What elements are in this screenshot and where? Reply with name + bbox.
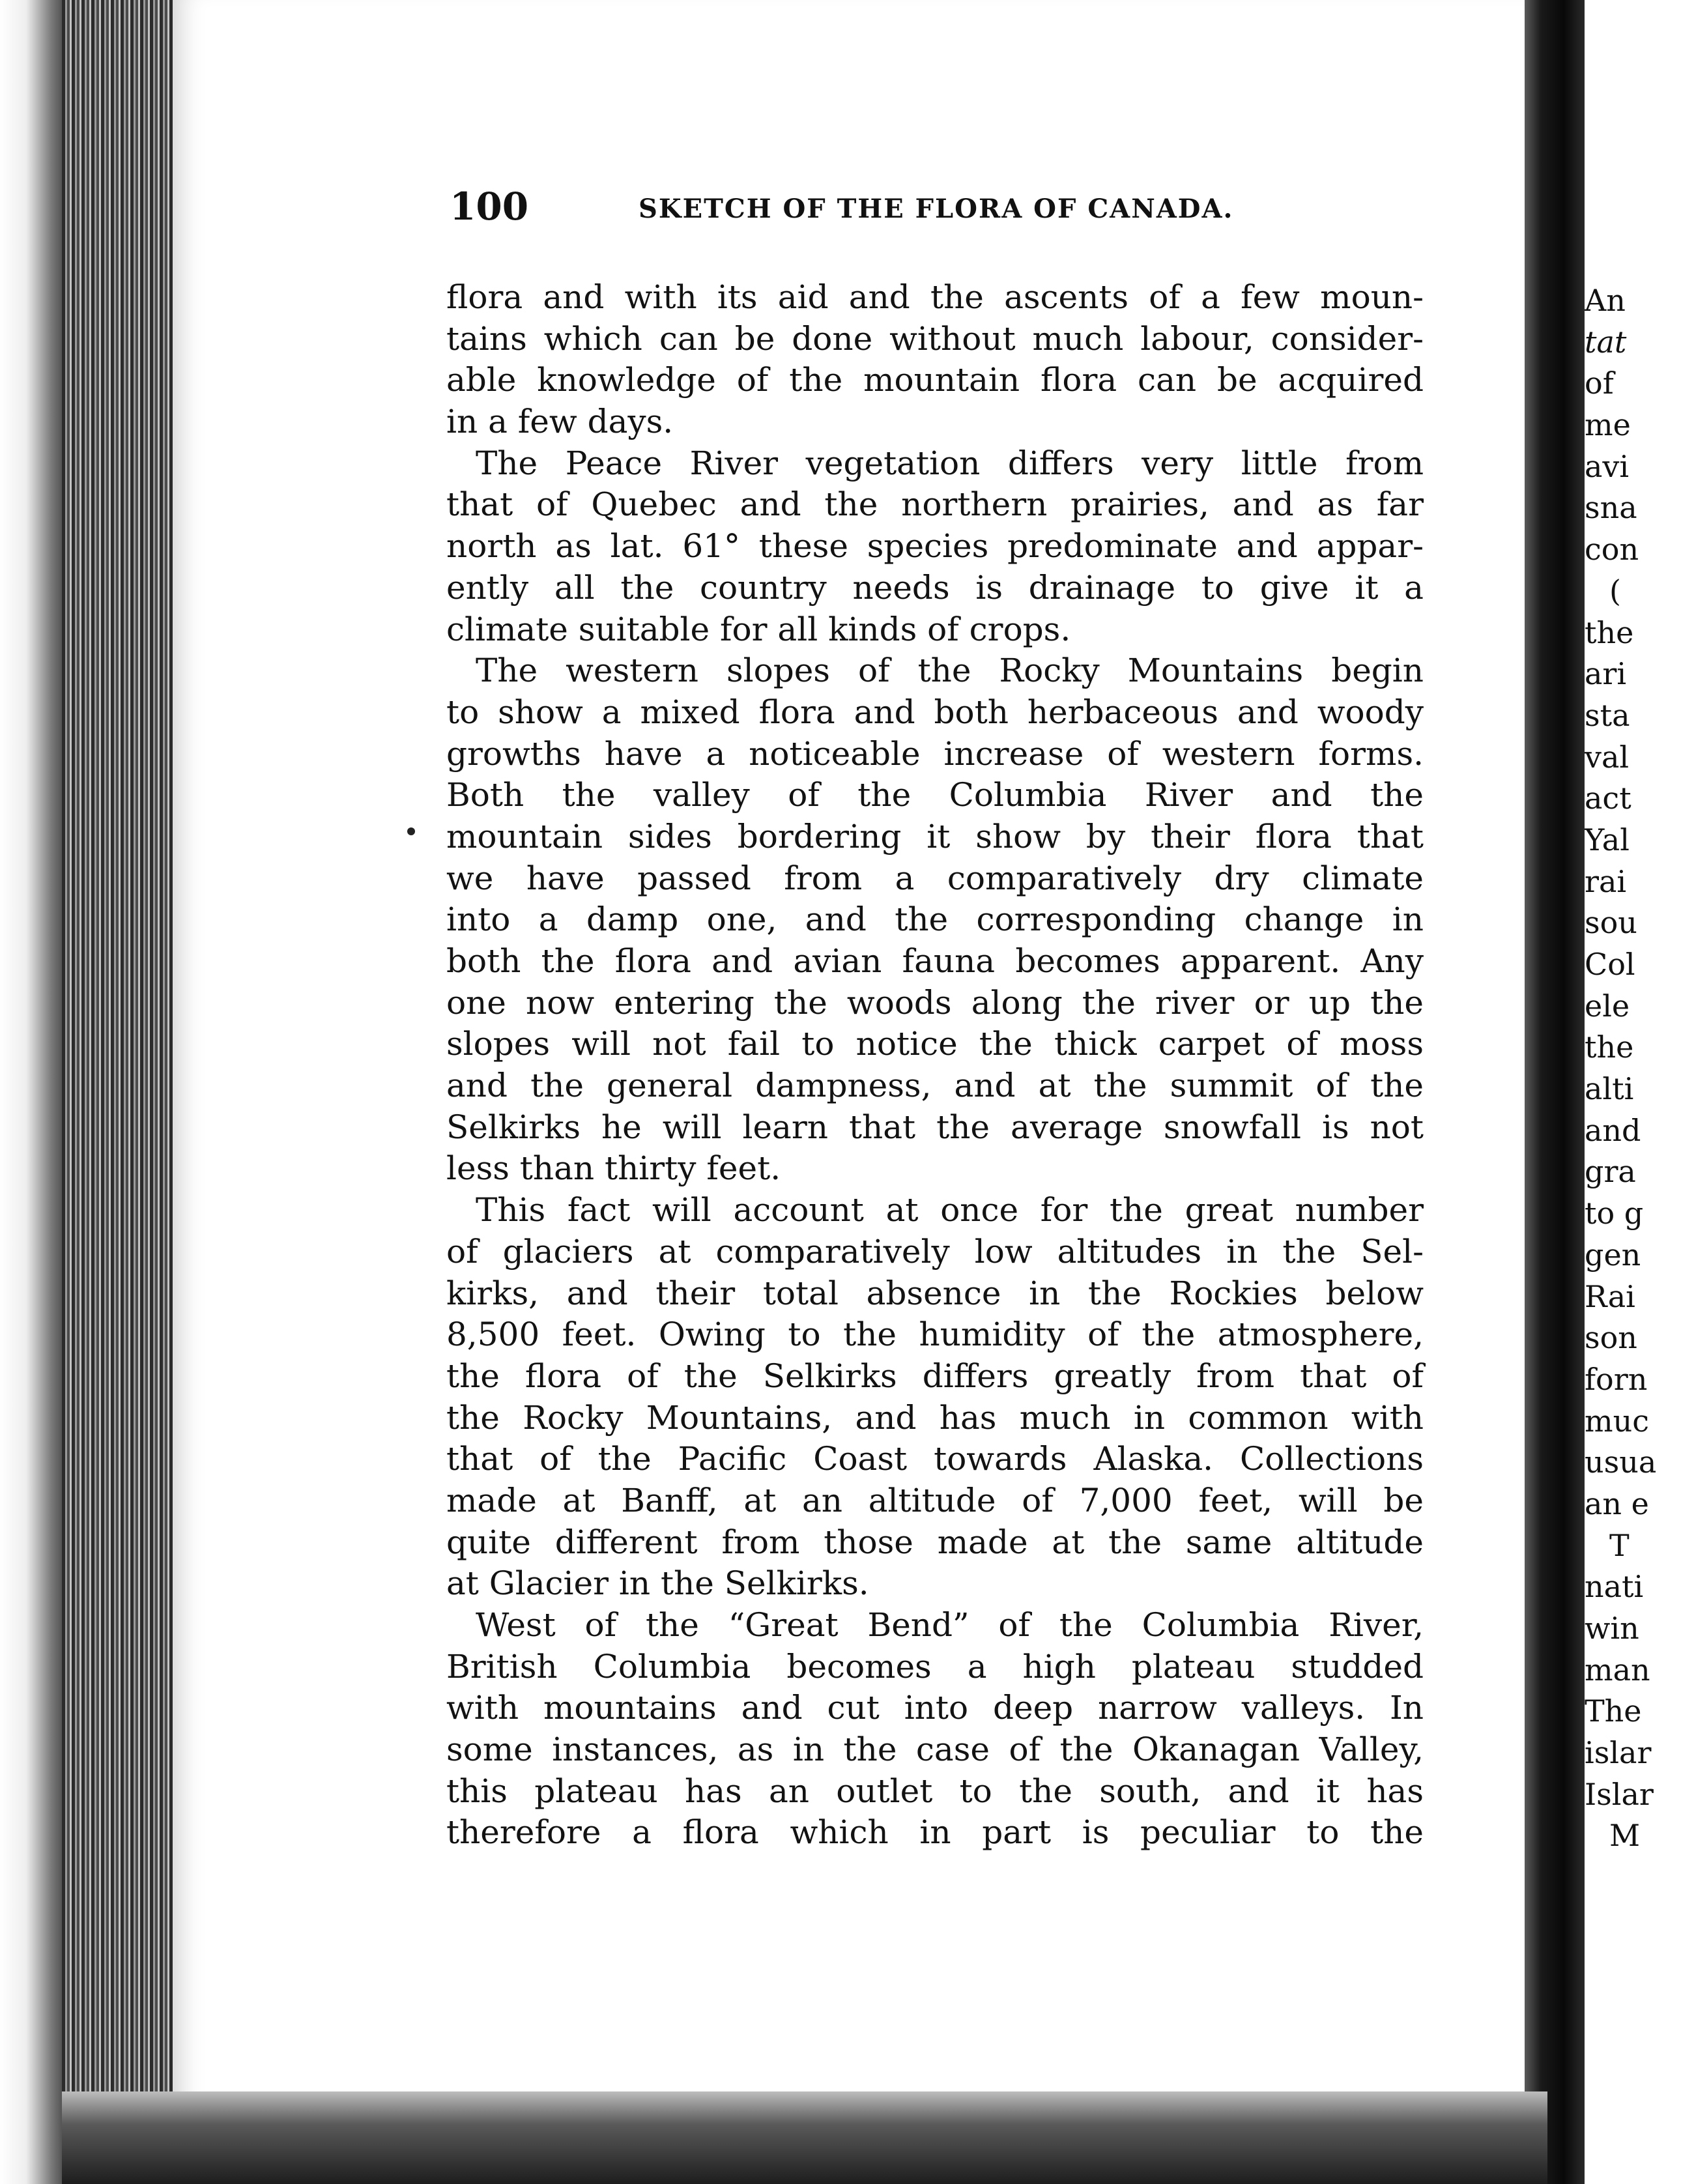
- facing-line: Yal: [1585, 822, 1630, 857]
- text-line: that of the Pacific Coast towards Alaska. Collections: [446, 1440, 1424, 1478]
- page-edges: [62, 0, 173, 2150]
- facing-line: muc: [1585, 1403, 1650, 1439]
- text-line: at Glacier in the Selkirks.: [446, 1564, 869, 1603]
- text-line: mountain sides bordering it show by their flora that: [446, 817, 1424, 855]
- facing-line: tat: [1585, 324, 1627, 360]
- text-line: made at Banff, at an altitude of 7,000 feet, will be: [446, 1481, 1424, 1519]
- text-line: quite different from those made at the same altitude: [446, 1523, 1424, 1561]
- text-line: to show a mixed flora and both herbaceous and woody: [446, 693, 1424, 731]
- text-line: with mountains and cut into deep narrow valleys. In: [446, 1689, 1424, 1727]
- facing-line: son: [1585, 1320, 1637, 1356]
- facing-line: T: [1609, 1527, 1630, 1563]
- text-line: The western slopes of the Rocky Mountains begin: [476, 652, 1424, 690]
- facing-line: ele: [1585, 988, 1630, 1024]
- text-line: tains which can be done without much labour, consider-: [446, 319, 1424, 358]
- text-line: growths have a noticeable increase of western forms.: [446, 734, 1424, 773]
- text-line: British Columbia becomes a high plateau studded: [446, 1647, 1424, 1686]
- text-line: flora and with its aid and the ascents of a few moun-: [446, 278, 1424, 316]
- facing-line: ari: [1585, 656, 1627, 692]
- running-title: SKETCH OF THE FLORA OF CANADA.: [639, 194, 1234, 224]
- facing-page: [1585, 0, 1681, 2184]
- text-line: The Peace River vegetation differs very little from: [476, 444, 1424, 482]
- facing-line: of: [1585, 366, 1614, 401]
- text-line: of glaciers at comparatively low altitudes in the Sel-: [446, 1232, 1424, 1271]
- facing-line: gen: [1585, 1237, 1641, 1272]
- text-line: the flora of the Selkirks differs greatly from that of: [446, 1357, 1424, 1395]
- text-line: the Rocky Mountains, and has much in common with: [446, 1398, 1424, 1437]
- facing-line: (: [1609, 573, 1621, 609]
- text-line: that of Quebec and the northern prairies, and as far: [446, 485, 1424, 524]
- facing-line: alti: [1585, 1071, 1634, 1107]
- facing-line: The: [1585, 1693, 1642, 1729]
- facing-line: me: [1585, 407, 1631, 443]
- facing-line: islar: [1585, 1735, 1652, 1771]
- body-text: [446, 277, 1424, 1854]
- facing-line: Rai: [1585, 1278, 1635, 1314]
- facing-line: sta: [1585, 697, 1630, 733]
- text-line: and the general dampness, and at the summit of the: [446, 1067, 1424, 1105]
- facing-line: sna: [1585, 490, 1637, 526]
- running-head: [450, 184, 1257, 229]
- text-line: kirks, and their total absence in the Rockies below: [446, 1274, 1424, 1312]
- text-line: able knowledge of the mountain flora can be acquired: [446, 361, 1424, 399]
- facing-line: nati: [1585, 1569, 1644, 1605]
- text-line: slopes will not fail to notice the thick carpet of moss: [446, 1025, 1424, 1063]
- facing-line: avi: [1585, 448, 1630, 484]
- text-line: climate suitable for all kinds of crops.: [446, 610, 1071, 648]
- text-line: therefore a flora which in part is peculiar to the: [446, 1813, 1424, 1852]
- text-line: into a damp one, and the corresponding change in: [446, 900, 1424, 939]
- text-line: this plateau has an outlet to the south, and it has: [446, 1772, 1424, 1810]
- facing-line: forn: [1585, 1361, 1648, 1397]
- facing-line: and: [1585, 1112, 1641, 1148]
- text-line: one now entering the woods along the river or up the: [446, 983, 1424, 1022]
- facing-page-text: [1585, 280, 1681, 1857]
- facing-line: sou: [1585, 905, 1637, 941]
- text-line: Both the valley of the Columbia River and the: [446, 776, 1424, 814]
- facing-line: act: [1585, 781, 1631, 816]
- facing-line: to g: [1585, 1196, 1644, 1231]
- facing-line: the: [1585, 1029, 1634, 1065]
- facing-line: gra: [1585, 1154, 1636, 1190]
- facing-line: an e: [1585, 1486, 1649, 1521]
- facing-line: win: [1585, 1611, 1639, 1646]
- text-line: This fact will account at once for the great number: [476, 1191, 1424, 1229]
- facing-line: M: [1609, 1818, 1641, 1854]
- facing-line: usua: [1585, 1444, 1657, 1480]
- margin-mark: [407, 827, 415, 835]
- book-binding: [1525, 0, 1585, 2184]
- page-bottom-shadow: [62, 2091, 1547, 2184]
- text-line: less than thirty feet.: [446, 1149, 781, 1188]
- text-line: we have passed from a comparatively dry climate: [446, 859, 1424, 897]
- text-line: both the flora and avian fauna becomes apparent. Any: [446, 942, 1424, 980]
- facing-line: Islar: [1585, 1776, 1654, 1812]
- page-edge-shadow: [0, 0, 72, 2184]
- facing-line: rai: [1585, 863, 1627, 899]
- text-line: in a few days.: [446, 403, 674, 441]
- facing-line: con: [1585, 532, 1639, 568]
- text-line: north as lat. 61° these species predominate and appar-: [446, 527, 1424, 566]
- page-number: 100: [450, 184, 529, 229]
- facing-line: An: [1585, 283, 1626, 318]
- text-line: ently all the country needs is drainage to give it a: [446, 568, 1424, 607]
- facing-line: man: [1585, 1652, 1650, 1688]
- facing-line: the: [1585, 614, 1634, 650]
- text-line: West of the “Great Bend” of the Columbia River,: [476, 1606, 1424, 1644]
- text-line: 8,500 feet. Owing to the humidity of the atmosphere,: [446, 1315, 1424, 1354]
- facing-line: Col: [1585, 947, 1635, 982]
- facing-line: val: [1585, 739, 1630, 775]
- text-line: Selkirks he will learn that the average snowfall is not: [446, 1108, 1424, 1146]
- text-line: some instances, as in the case of the Okanagan Valley,: [446, 1731, 1424, 1769]
